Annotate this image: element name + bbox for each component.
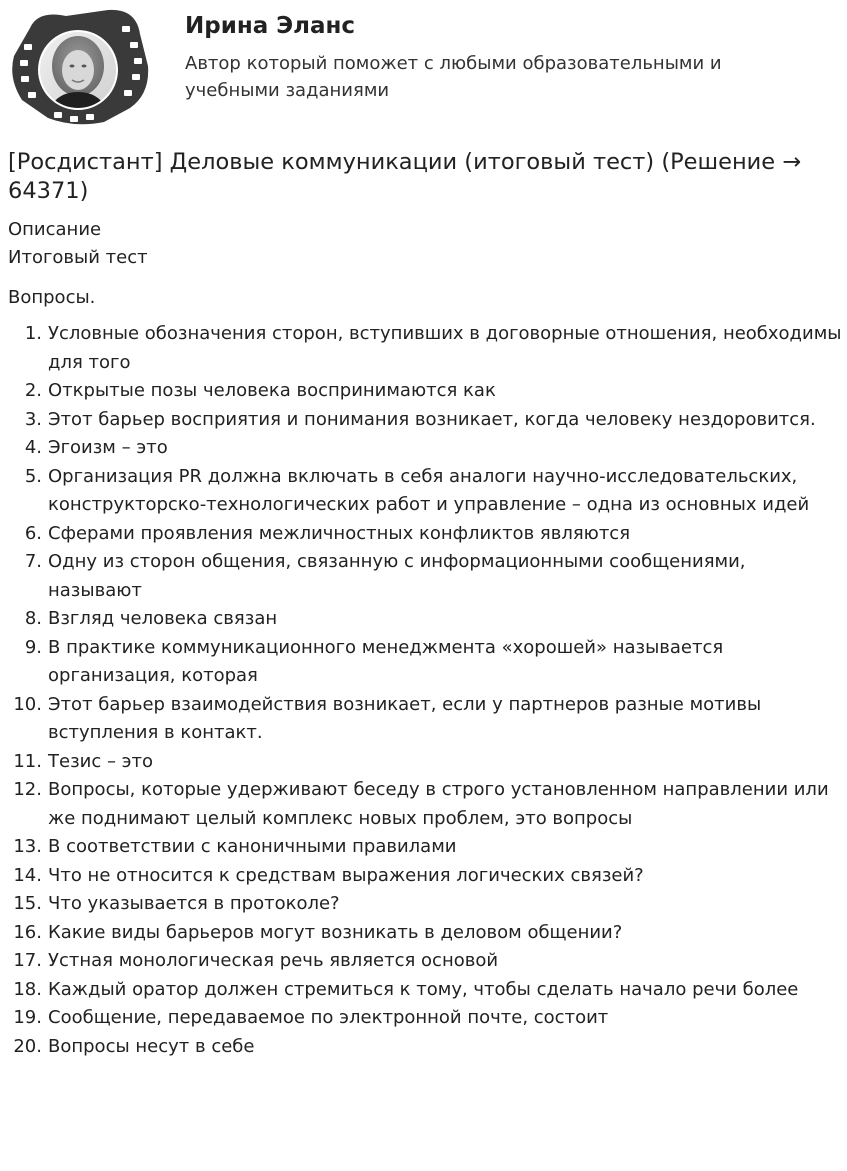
question-item — [0, 947, 847, 976]
question-text: Эгоизм – это — [48, 437, 168, 458]
question-item — [0, 862, 847, 891]
question-number: 10. — [13, 693, 42, 715]
question-text: Вопросы, которые удерживают беседу в строго установленном направлении или же поднимают целый комплекс новых проблем, это вопросы — [48, 779, 829, 829]
question-item — [0, 890, 847, 919]
question-text: Организация PR должна включать в себя аналоги научно-исследовательских, конструкторско-технологических работ и управление – одна из основных идей — [48, 465, 810, 515]
question-text: Условные обозначения сторон, вступивших в договорные отношения, необходимы для того — [48, 323, 842, 373]
question-number: 11. — [13, 750, 42, 772]
question-number: 19. — [13, 1007, 42, 1028]
question-number: 12. — [13, 779, 42, 800]
question-number: 8. — [24, 608, 42, 629]
question-item — [0, 434, 847, 463]
questions-list — [0, 320, 847, 1061]
question-number: 5. — [24, 465, 42, 487]
question-number: 7. — [24, 551, 42, 572]
question-text: Что не относится к средствам выражения логических связей? — [48, 864, 644, 886]
question-item — [0, 520, 847, 549]
question-text: Вопросы несут в себе — [48, 1035, 255, 1057]
question-text: Одну из сторон общения, связанную с информационными сообщениями, называют — [48, 551, 746, 601]
question-text: Сферами проявления межличностных конфликтов являются — [48, 522, 631, 544]
page-title: [Росдистант] Деловые коммуникации (итоговый тест) (Решение → 64371) — [8, 149, 802, 204]
question-item — [0, 605, 847, 634]
question-text: В соответствии с каноничными правилами — [48, 836, 457, 857]
description-text: Итоговый тест — [8, 247, 148, 268]
question-text: Какие виды барьеров могут возникать в деловом общении? — [48, 921, 623, 943]
question-item — [0, 1004, 847, 1033]
question-item — [0, 463, 847, 520]
question-number: 6. — [24, 522, 42, 544]
question-text: Этот барьер взаимодействия возникает, если у партнеров разные мотивы вступления в контакт. — [48, 693, 762, 743]
question-number: 18. — [13, 978, 42, 1000]
question-text: Этот барьер восприятия и понимания возникает, когда человеку нездоровится. — [48, 408, 816, 430]
question-text: Устная монологическая речь является основой — [48, 950, 499, 971]
question-text: Тезис – это — [48, 750, 154, 772]
author-description: Автор который поможет с любыми образовательными и учебными заданиями — [185, 53, 722, 101]
question-number: 4. — [24, 437, 42, 458]
question-item — [0, 1033, 847, 1062]
author-header — [0, 0, 847, 140]
question-item — [0, 634, 847, 691]
question-number: 14. — [13, 864, 42, 886]
author-name[interactable]: Ирина Эланс — [185, 13, 356, 39]
question-item — [0, 548, 847, 605]
question-number: 16. — [13, 921, 42, 943]
question-text: Что указывается в протоколе? — [48, 893, 340, 914]
question-item — [0, 691, 847, 748]
question-number: 15. — [13, 893, 42, 914]
question-text: В практике коммуникационного менеджмента «хорошей» называется организация, которая — [48, 636, 724, 686]
question-number: 20. — [13, 1035, 42, 1057]
question-number: 3. — [24, 408, 42, 430]
question-text: Каждый оратор должен стремиться к тому, чтобы сделать начало речи более — [48, 978, 799, 1000]
question-number: 1. — [24, 323, 42, 344]
question-item — [0, 406, 847, 435]
question-item — [0, 919, 847, 948]
question-item — [0, 377, 847, 406]
question-item — [0, 776, 847, 833]
question-text: Открытые позы человека воспринимаются как — [48, 380, 496, 401]
question-item — [0, 748, 847, 777]
question-item — [0, 976, 847, 1005]
question-number: 2. — [24, 380, 42, 401]
question-number: 13. — [13, 836, 42, 857]
question-text: Сообщение, передаваемое по электронной почте, состоит — [48, 1007, 609, 1028]
question-number: 17. — [13, 950, 42, 971]
question-item — [0, 320, 847, 377]
questions-label: Вопросы. — [8, 287, 96, 308]
avatar[interactable] — [8, 8, 150, 126]
avatar-photo-frame — [8, 8, 150, 126]
question-item — [0, 833, 847, 862]
question-text: Взгляд человека связан — [48, 608, 278, 629]
question-number: 9. — [24, 636, 42, 658]
description-label: Описание — [8, 219, 102, 240]
